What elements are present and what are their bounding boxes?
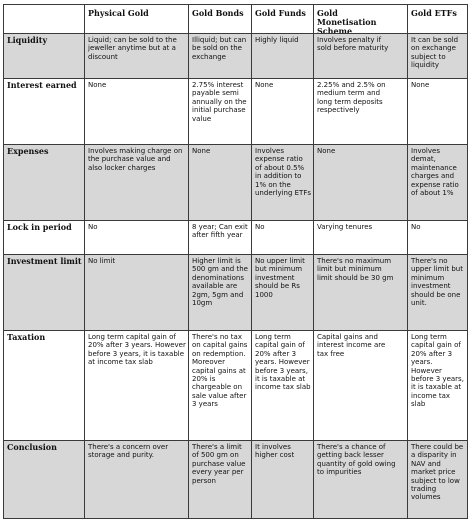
table-cell: Involves expense ratio of about 0.5% in addition to 1% on the underlying ETFs xyxy=(251,145,313,220)
table-cell: Capital gains and interest income are tax free xyxy=(313,331,407,440)
table-cell: Varying tenures xyxy=(313,221,407,254)
table-cell: No xyxy=(251,221,313,254)
table-cell: There's no tax on capital gains on redemption. Moreover capital gains at 20% is chargeable on sale value after 3 years xyxy=(188,331,251,440)
table-cell: There's a limit of 500 gm on purchase value every year per person xyxy=(188,441,251,518)
header-cell-gold-etfs: Gold ETFs xyxy=(407,5,467,33)
table-cell: No upper limit but minimum investment should be Rs 1000 xyxy=(251,255,313,330)
row-label-taxation: Taxation xyxy=(7,332,46,342)
table-cell: No limit xyxy=(84,255,188,330)
table-row xyxy=(4,330,467,440)
header-cell-gold-funds: Gold Funds xyxy=(251,5,313,33)
table-cell: No xyxy=(84,221,188,254)
table-row xyxy=(4,440,467,518)
table-cell: 2.75% interest payable semi annually on the initial purchase value xyxy=(188,79,251,144)
table-cell: 2.25% and 2.5% on medium term and long term deposits respectively xyxy=(313,79,407,144)
table-row xyxy=(4,33,467,78)
table-cell: There's a concern over storage and purity. xyxy=(84,441,188,518)
table-cell: Illiquid; but can be sold on the exchange xyxy=(188,34,251,78)
table-header-row xyxy=(4,5,467,33)
table-cell: None xyxy=(84,79,188,144)
table-cell: None xyxy=(313,145,407,220)
row-label-lock-in-period: Lock in period xyxy=(7,222,72,232)
row-label-expenses: Expenses xyxy=(7,146,49,156)
table-cell: Higher limit is 500 gm and the denominations available are 2gm, 5gm and 10gm xyxy=(188,255,251,330)
table-cell: None xyxy=(188,145,251,220)
table-cell: Long term capital gain of 20% after 3 years. However before 3 years, it is taxable at income tax slab xyxy=(251,331,313,440)
row-label-conclusion: Conclusion xyxy=(7,442,57,452)
table-cell: Highly liquid xyxy=(251,34,313,78)
table-cell: It involves higher cost xyxy=(251,441,313,518)
header-cell-physical-gold: Physical Gold xyxy=(84,5,188,33)
table-cell: 8 year; Can exit after fifth year xyxy=(188,221,251,254)
row-label-investment-limit: Investment limit xyxy=(7,256,82,266)
table-cell: Involves penalty if sold before maturity xyxy=(313,34,407,78)
table-cell: Involves making charge on the purchase value and also locker charges xyxy=(84,145,188,220)
header-cell-corner xyxy=(4,5,84,33)
table-cell: Long term capital gain of 20% after 3 years. However before 3 years, it is taxable at income tax slab xyxy=(407,331,467,440)
table-cell: Long term capital gain of 20% after 3 years. However before 3 years, it is taxable at income tax slab xyxy=(84,331,188,440)
table-row xyxy=(4,220,467,254)
table-row xyxy=(4,78,467,144)
table-cell: There's a chance of getting back lesser quantity of gold owing to impurities xyxy=(313,441,407,518)
header-cell-gold-monetisation: Gold Monetisation Scheme xyxy=(313,5,407,33)
row-label-liquidity: Liquidity xyxy=(7,35,48,45)
table-cell: No xyxy=(407,221,467,254)
table-row xyxy=(4,254,467,330)
table-row xyxy=(4,144,467,220)
table-cell: None xyxy=(407,79,467,144)
header-cell-gold-bonds: Gold Bonds xyxy=(188,5,251,33)
comparison-table xyxy=(3,4,468,519)
row-label-interest-earned: Interest earned xyxy=(7,80,77,90)
table-cell: None xyxy=(251,79,313,144)
table-cell: There's no upper limit but minimum investment should be one unit. xyxy=(407,255,467,330)
table-cell: Involves demat, maintenance charges and expense ratio of about 1% xyxy=(407,145,467,220)
table-cell: Liquid; can be sold to the jeweller anytime but at a discount xyxy=(84,34,188,78)
table-cell: There's no maximum limit but minimum limit should be 30 gm xyxy=(313,255,407,330)
table-cell: It can be sold on exchange subject to liquidity xyxy=(407,34,467,78)
table-cell: There could be a disparity in NAV and market price subject to low trading volumes xyxy=(407,441,467,518)
